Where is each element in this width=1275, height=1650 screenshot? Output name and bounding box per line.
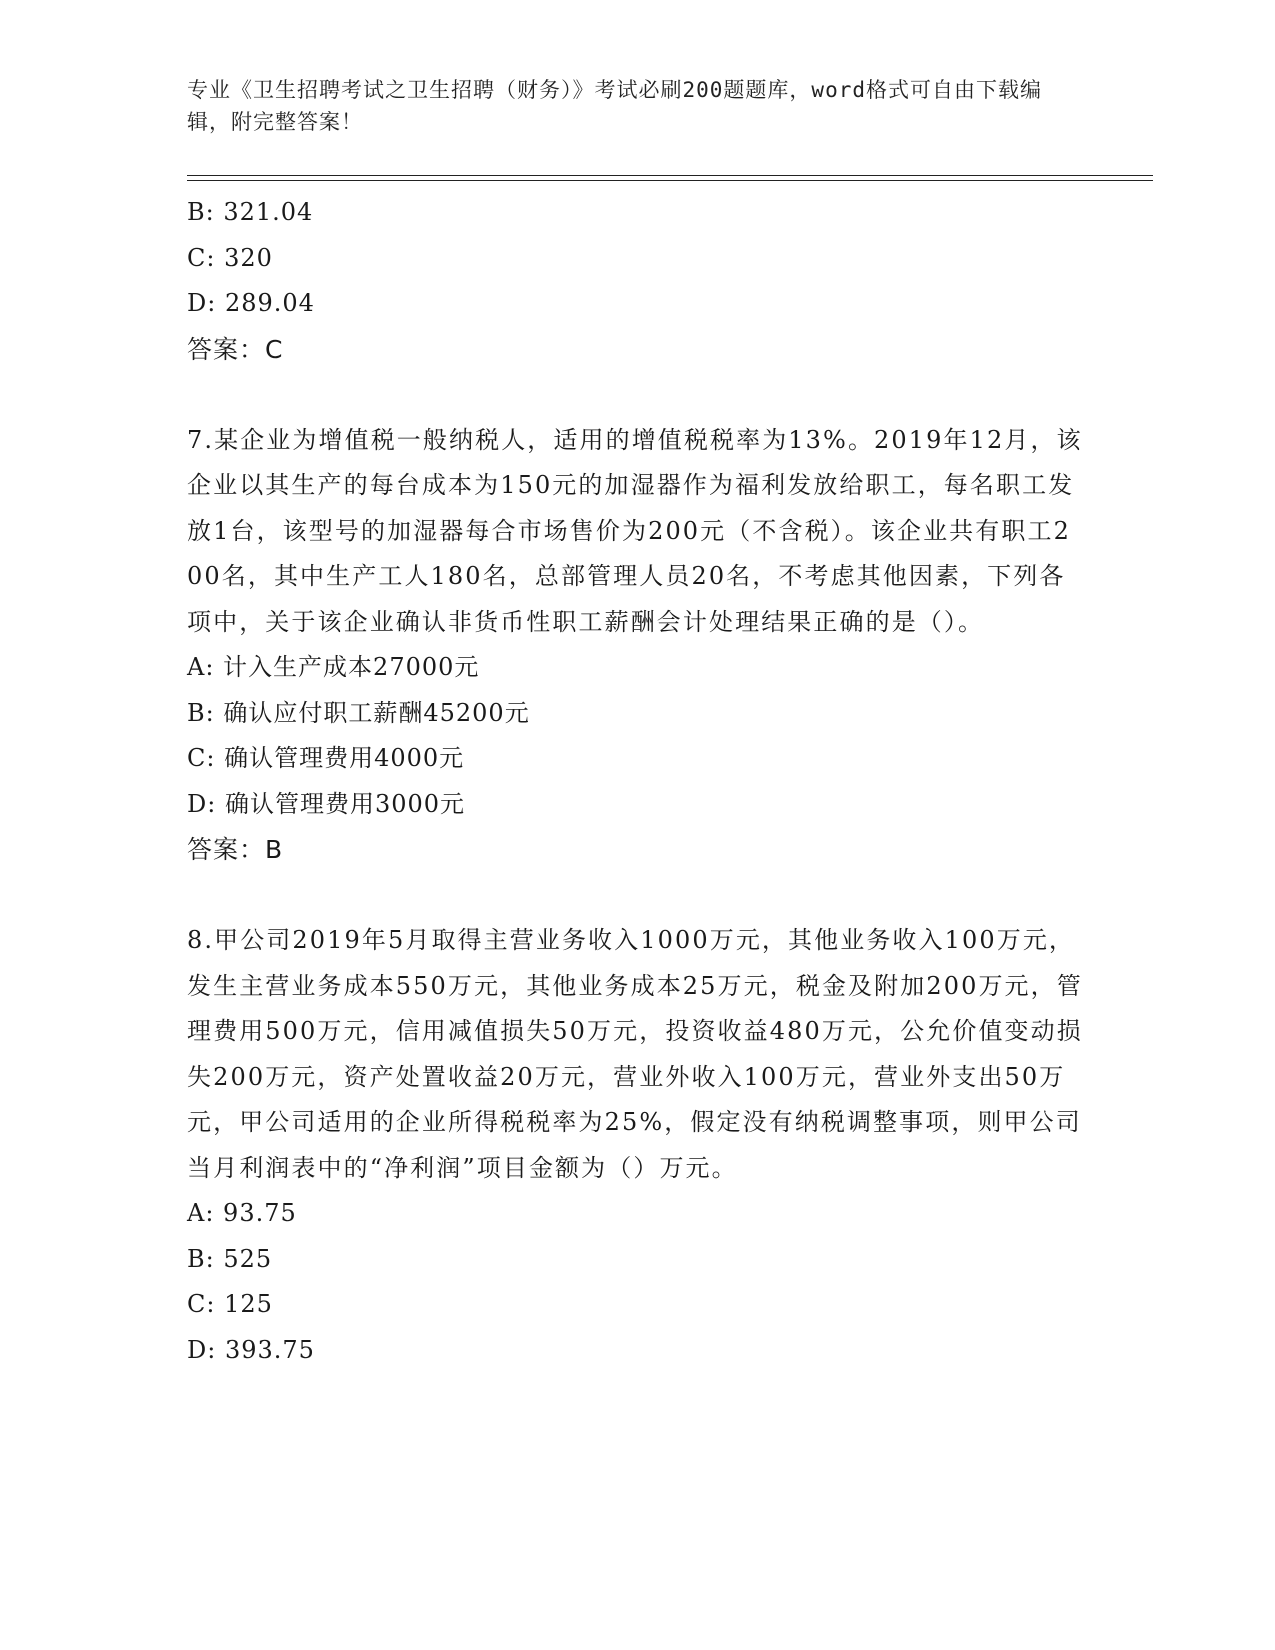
option-c: C: 125 — [187, 1290, 273, 1318]
document-header: 专业《卫生招聘考试之卫生招聘（财务）》考试必刷200题题库，word格式可自由下载编辑，附完整答案！ — [187, 78, 1042, 134]
option-a: A: 93.75 — [187, 1199, 297, 1227]
option-b: B: 321.04 — [187, 198, 314, 226]
option-a: A: 计入生产成本27000元 — [187, 653, 480, 681]
question-text: 8.甲公司2019年5月取得主营业务收入1000万元，其他业务收入100万元，发生主营业务成本550万元，其他业务成本25万元，税金及附加200万元，管理费用500万元，信用减值损失50万元，投资收益480万元，公允价值变动损失200万元，资产处置收益20万元，营业外收入100万元，营业外支出50万元，甲公司适用的企业所得税税率为25%，假定没有纳税调整事项，则甲公司当月利润表中的“净利润”项目金额为（）万元。 — [187, 926, 1083, 1182]
option-d: D: 确认管理费用3000元 — [187, 789, 466, 818]
document-body — [187, 190, 1087, 1373]
answer-line: 答案：C — [187, 334, 284, 364]
option-d: D: 289.04 — [187, 289, 315, 317]
header-rule-bottom — [187, 180, 1153, 181]
question-7 — [187, 418, 1087, 873]
option-d: D: 393.75 — [187, 1335, 315, 1364]
header-rule-top — [187, 175, 1153, 176]
spacer — [187, 372, 1087, 418]
option-b: B: 525 — [187, 1244, 273, 1273]
question-6-tail — [187, 190, 1087, 372]
spacer — [187, 873, 1087, 919]
question-8 — [187, 918, 1087, 1373]
answer-line: 答案：B — [187, 835, 284, 864]
option-b: B: 确认应付职工薪酬45200元 — [187, 698, 530, 727]
question-text: 7.某企业为增值税一般纳税人，适用的增值税税率为13%。2019年12月，该企业以其生产的每台成本为150元的加湿器作为福利发放给职工，每名职工发放1台，该型号的加湿器每合市场售价为200元（不含税）。该企业共有职工200名，其中生产工人180名，总部管理人员20名，不考虑其他因素，下列各项中，关于该企业确认非货币性职工薪酬会计处理结果正确的是（）。 — [187, 425, 1083, 636]
option-c: C: 320 — [187, 243, 273, 272]
option-c: C: 确认管理费用4000元 — [187, 744, 465, 772]
